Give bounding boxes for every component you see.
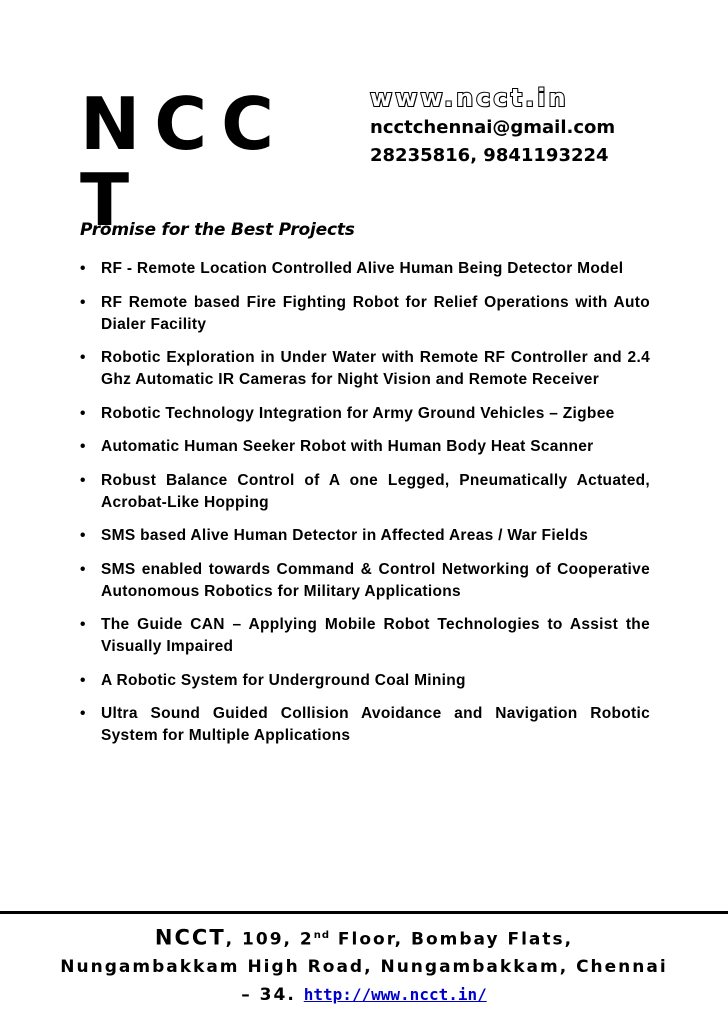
website-text: www.ncct.in <box>370 84 569 112</box>
project-title: Ultra Sound Guided Collision Avoidance and Navigation Robotic System for Multiple Applications <box>101 705 650 744</box>
project-item <box>80 470 650 514</box>
project-title: The Guide CAN – Applying Mobile Robot Technologies to Assist the Visually Impaired <box>101 616 650 655</box>
project-item <box>80 436 650 458</box>
footer-address <box>0 922 728 1009</box>
ncct-logo <box>80 82 288 242</box>
contact-block <box>370 84 650 170</box>
floor-suffix: nd <box>313 930 331 941</box>
project-item <box>80 258 650 280</box>
project-item <box>80 403 650 425</box>
bullet-icon: • <box>80 404 86 422</box>
footer-line-3 <box>0 981 728 1009</box>
project-item <box>80 292 650 336</box>
project-title: RF - Remote Location Controlled Alive Human Being Detector Model <box>101 260 624 277</box>
bullet-icon: • <box>80 527 86 544</box>
footer-brand: NCCT <box>154 925 226 950</box>
project-title: Robust Balance Control of A one Legged, Pneumatically Actuated, Acrobat-Like Hopping <box>101 471 650 511</box>
website-link[interactable]: http://www.ncct.in/ <box>303 984 487 1004</box>
footer-line-2: Nungambakkam High Road, Nungambakkam, Chennai <box>60 956 668 977</box>
tagline: Promise for the Best Projects <box>80 220 355 240</box>
footer-address-part2: Floor, Bombay Flats, <box>330 929 574 950</box>
footer-pincode: – 34. <box>241 984 296 1005</box>
logo-line-1: NCC <box>80 82 288 166</box>
bullet-icon: • <box>80 293 86 311</box>
project-item <box>80 347 650 391</box>
footer-line-1 <box>0 922 728 954</box>
project-item <box>80 670 650 692</box>
project-item <box>80 614 650 658</box>
project-item <box>80 525 650 547</box>
email-text: ncctchennai@gmail.com <box>370 117 616 138</box>
project-title: Robotic Exploration in Under Water with Remote RF Controller and 2.4 Ghz Automatic IR Cameras for Night Vision and Remote Receiver <box>101 349 650 388</box>
footer-divider <box>0 911 728 914</box>
bullet-icon: • <box>80 260 86 277</box>
bullet-icon: • <box>80 560 86 578</box>
project-title: SMS based Alive Human Detector in Affected Areas / War Fields <box>101 527 589 544</box>
project-item <box>80 703 650 747</box>
project-title: Automatic Human Seeker Robot with Human Body Heat Scanner <box>101 438 594 455</box>
project-title: Robotic Technology Integration for Army Ground Vehicles – Zigbee <box>101 404 615 422</box>
phone-text: 28235816, 9841193224 <box>370 145 609 166</box>
bullet-icon: • <box>80 471 86 489</box>
bullet-icon: • <box>80 671 86 689</box>
project-list <box>80 258 650 759</box>
project-title: SMS enabled towards Command & Control Networking of Cooperative Autonomous Robotics for Military Applications <box>101 560 650 600</box>
footer-address-part1: , 109, 2 <box>225 929 314 950</box>
logo-line-2: T <box>80 158 144 242</box>
bullet-icon: • <box>80 438 86 455</box>
project-title: A Robotic System for Underground Coal Mining <box>101 671 466 689</box>
bullet-icon: • <box>80 349 86 366</box>
project-item <box>80 559 650 603</box>
bullet-icon: • <box>80 705 86 722</box>
project-title: RF Remote based Fire Fighting Robot for Relief Operations with Auto Dialer Facility <box>101 293 650 333</box>
bullet-icon: • <box>80 616 86 633</box>
